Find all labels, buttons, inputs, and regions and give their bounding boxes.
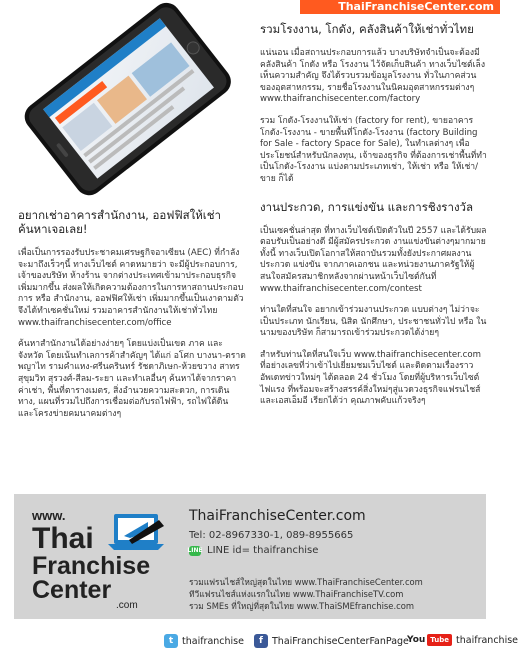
contest-paragraph-3: สำหรับท่านใดที่สนใจเว็บ www.thaifranchisecenter.com ที่อย่างเลขที่ว่าเข้าไปเยี่ยมชมเว็บไซต์ และติดตามเรื่องราวอัพเดทข่าวใหม่ๆ ได้ตลอด 24 ชั่วโมง โดยที่ผู้บริหารเว็บไซต์ไฟแรง ที่พร้อมจะสร้างสรรค์สิ่งใหม่ๆสู่แวดวงธุรกิจแฟรนไชส์และเอสเอ็มอี เรียกได้ว่า คุณภาพคับแก้วจริงๆ — [260, 349, 481, 407]
office-heading: อยากเช่าอาคารสำนักงาน, ออฟฟิสให้เช่า ค้นหาเจอเลย! — [18, 208, 222, 236]
twitter-icon: t — [164, 634, 178, 648]
youtube-link[interactable]: You Tube thaifranchise — [407, 634, 518, 646]
svg-text:Thai: Thai — [32, 522, 94, 555]
thai-franchise-center-logo — [24, 502, 174, 612]
factory-heading: รวมโรงงาน, โกดัง, คลังสินค้าให้เช่าทั่วไทย — [260, 22, 474, 36]
contest-paragraph-1: เป็นเซคชั่นล่าสุด ที่ทางเว็บไซต์เปิดตัวในปี 2557 และได้รับผลตอบรับเป็นอย่างดี มีผู้สมัครประกวด งานแข่งขันต่างๆมากมาย ทั้งนี้ ทางเว็บเปิดโอกาสให้สถาบันรวมทั้งยังประกาศผลงานประกวด แข่งขัน จากภาคเอกชน และหน่วยงานภาครัฐให้ผู้สนใจสมัครสมาชิกหลังจากผ่านหน้าเว็บไซต์กันที่ www.thaifranchisecenter.com/contest — [260, 225, 487, 294]
footer-link-item[interactable]: ทีวีแฟรนไชส์แห่งแรกในไทย www.ThaiFranchiseTV.com — [189, 589, 404, 599]
left-column — [18, 208, 246, 430]
facebook-icon: f — [254, 634, 268, 648]
laptop-icon — [108, 514, 164, 550]
line-id: LINE id= thaifranchise — [207, 545, 319, 556]
contest-heading: งานประกวด, การแข่งขัน และการชิงรางวัล — [260, 199, 474, 214]
smartphone-image — [0, 0, 255, 200]
social-bar — [14, 634, 518, 650]
svg-text:www.: www. — [32, 508, 66, 523]
line-icon: LINE — [187, 547, 203, 554]
twitter-link[interactable]: t thaifranchise — [164, 634, 244, 648]
footer-panel — [14, 494, 486, 619]
facebook-link[interactable]: f ThaiFranchiseCenterFanPage — [254, 634, 409, 648]
youtube-icon: You Tube — [407, 634, 452, 646]
top-banner: ThaiFranchiseCenter.com — [300, 0, 500, 14]
line-contact — [189, 545, 318, 556]
factory-paragraph-1: แน่นอน เมื่อสถานประกอบการแล้ว บางบริษัทจำเป็นจะต้องมีคลังสินค้า โกดัง หรือ โรงงาน ไว้จัดเก็บสินค้า ทางเว็บไซต์เล็งเห็นความสำคัญ จึงได้รวบรวมข้อมูลโรงงาน ทั่วในภาคส่วนของอุตสาหกรรม, รายชื่อโรงงานในนิคมอุตสาหกรรมต่างๆ www.thaifranchisecenter.com/factory — [260, 48, 486, 105]
right-column — [260, 22, 488, 418]
svg-text:.com: .com — [116, 600, 138, 611]
phone-number: Tel: 02-8967330-1, 089-8955665 — [189, 530, 354, 541]
svg-text:Franchise: Franchise — [32, 552, 151, 580]
office-paragraph-2: ค้นหาสำนักงานได้อย่างง่ายๆ โดยแบ่งเป็นเขต ภาค และจังหวัด โดยเน้นทำเลการค้าสำคัญๆ ได้แก่ อโศก บางนา-ตราด พญาไท รามคำแหง-ศรีนครินทร์ รัชดาภิเษก-ห้วยขวาง สาทร สุขุมวิท สุรวงศ์-สีลม-ระยา และทำเลอื่นๆ ค้นหาได้จากราคาค่าเช่า, พื้นที่ตารางเมตร, สิ่งอำนวยความสะดวก, การเดินทาง, แผนที่รวมไปถึงการเชื่อมต่อกับรถไฟฟ้า, รถไฟใต้ดิน และโครงข่ายคมนาคมต่างๆ — [18, 339, 246, 419]
footer-link-item[interactable]: รวม SMEs ที่ใหญ่ที่สุดในไทย www.ThaiSMEfranchise.com — [189, 601, 414, 611]
brand-url[interactable]: ThaiFranchiseCenter.com — [189, 508, 366, 524]
contest-paragraph-2: ท่านใดที่สนใจ อยากเข้าร่วมงานประกวด แบบต่างๆ ไม่ว่าจะเป็นประเภท นักเรียน, นิสิต นักศึกษา, ประชาชนทั่วไป หรือ ในนามของบริษัท ก็สามารถเข้าร่วมประกวดได้ง่ายๆ — [260, 305, 487, 339]
footer-links — [189, 576, 423, 612]
footer-link-item[interactable]: รวมแฟรนไชส์ใหญ่สุดในไทย www.ThaiFranchiseCenter.com — [189, 577, 423, 587]
office-paragraph-1: เพื่อเป็นการรองรับประชาคมเศรษฐกิจอาเซียน (AEC) ที่กำลังจะมาถึงเร็วๆนี้ ทางเว็บไซต์ คาดหมายว่า จะมีผู้ประกอบการ, เจ้าของบริษัท ห้างร้าน จากต่างประเทศเข้ามาประกอบธุรกิจเพิ่มมากขึ้น ส่งผลให้เกิดความต้องการในการหาสถานประกอบการ หรือ สำนักงาน, ออฟฟิศให้เช่า เพิ่มมากขึ้นเป็นเงาตามตัว จึงได้ทำเซคชั่นใหม่ รวมอาคารสำนักงานให้เช่าทั่วไทย www.thaifranchisecenter.com/office — [18, 248, 244, 328]
svg-text:Center: Center — [32, 576, 112, 604]
factory-paragraph-2: รวม โกดัง-โรงงานให้เช่า (factory for rent), ขายอาคารโกดัง-โรงงาน - ขายพื้นที่โกดัง-โรงงาน (factory Building for Sale - factory Space for Sale), ในทำเลต่างๆ เพื่อประโยชน์สำหรับนักลงทุน, เจ้าของธุรกิจ ที่ต้องการเช่าพื้นที่ทำเป็นโกดัง-โรงงาน แบ่งตามประเภทเช่า, ให้เช่า หรือ ให้เช่า/ขาย ก็ได้ — [260, 115, 487, 184]
